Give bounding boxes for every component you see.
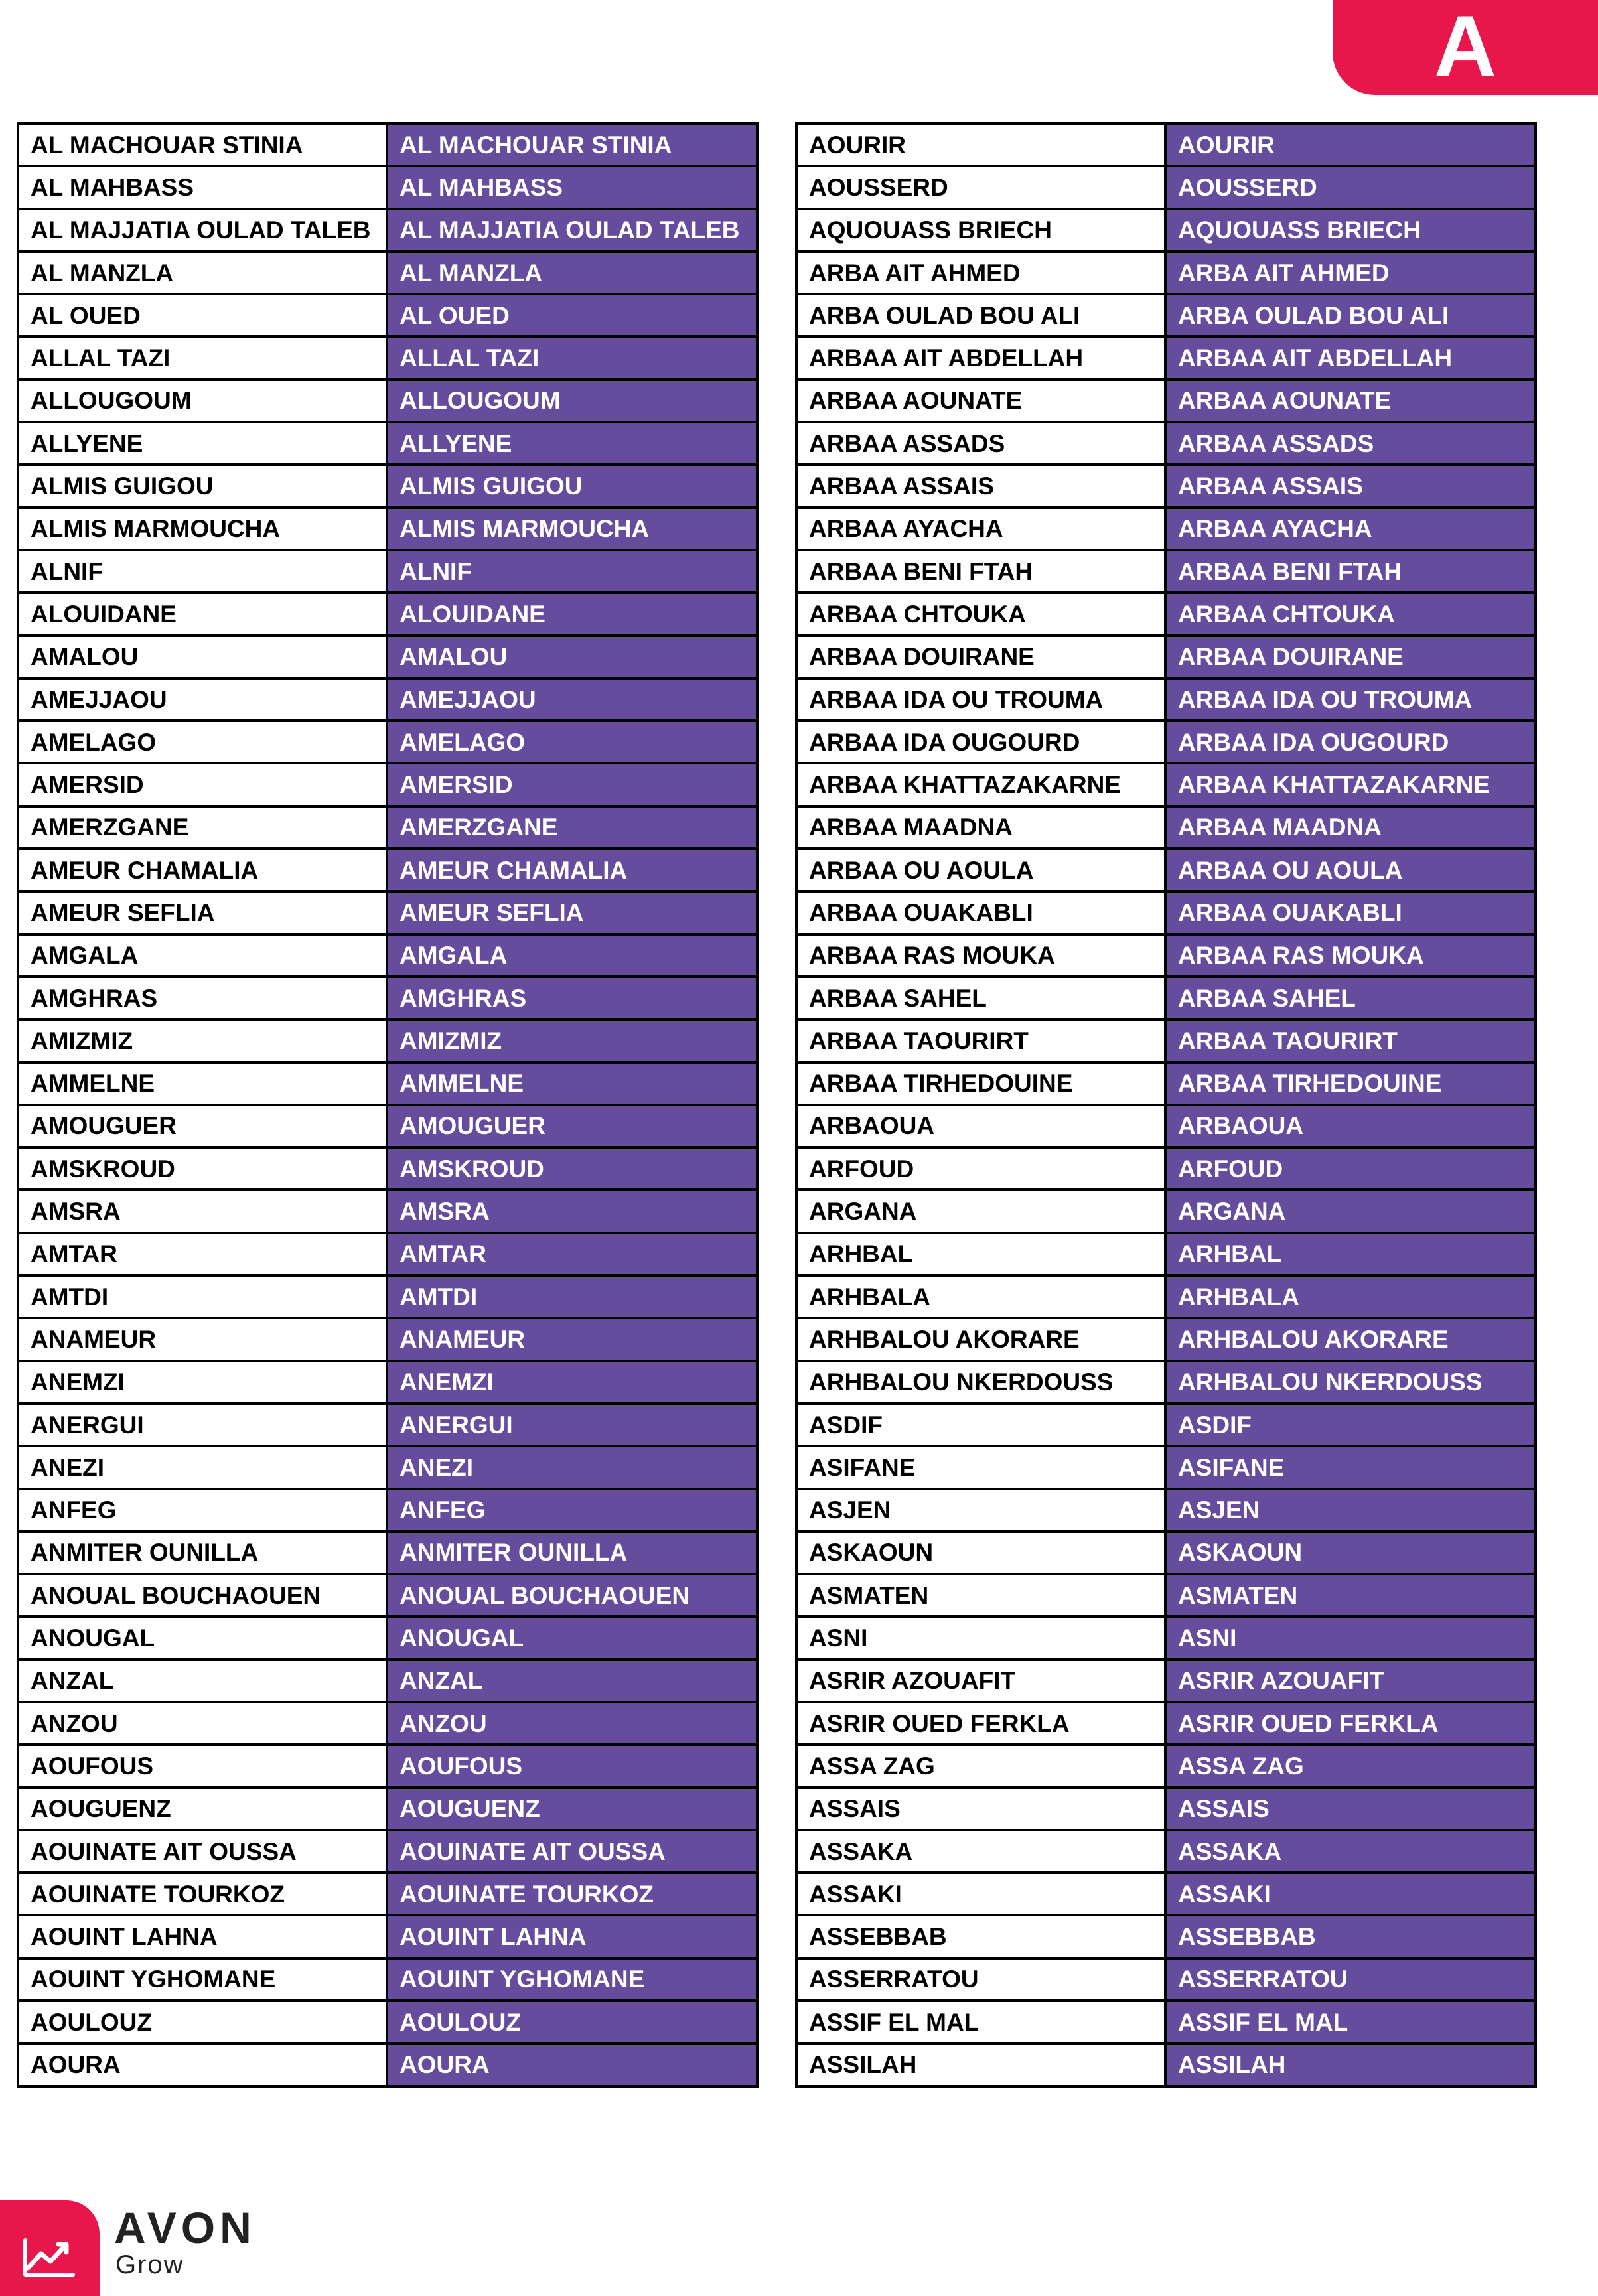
name-cell-highlight: AOUFOUS [387, 1745, 757, 1787]
name-cell-highlight: ASSAKI [1165, 1873, 1536, 1915]
table-row [18, 1958, 757, 2001]
name-cell: AMIZMIZ [18, 1019, 387, 1062]
name-cell-highlight: ANZAL [387, 1660, 757, 1702]
table-row [796, 294, 1536, 336]
name-cell-highlight: ASSERRATOU [1165, 1958, 1536, 2001]
table-row [18, 806, 757, 849]
name-cell-highlight: ASSEBBAB [1165, 1915, 1536, 1958]
name-cell: ARBAA ASSADS [796, 422, 1165, 465]
name-cell: AMGALA [18, 934, 387, 977]
name-cell: ASRIR OUED FERKLA [796, 1702, 1165, 1745]
name-cell: ARBAA AOUNATE [796, 380, 1165, 422]
name-cell-highlight: AOULOUZ [387, 2001, 757, 2043]
name-cell-highlight: AL MANZLA [387, 251, 757, 294]
table-row [796, 1318, 1536, 1360]
table-row [796, 849, 1536, 891]
brand-subtitle: Grow [115, 2250, 184, 2279]
name-cell-highlight: AMMELNE [387, 1062, 757, 1105]
table-row [18, 251, 757, 294]
name-cell: AMTAR [18, 1233, 387, 1275]
table-row [18, 1019, 757, 1062]
name-cell-highlight: ASDIF [1165, 1403, 1536, 1446]
name-cell-highlight: AMELAGO [387, 721, 757, 763]
name-cell-highlight: ASKAOUN [1165, 1532, 1536, 1574]
name-cell-highlight: AOUSSERD [1165, 166, 1536, 208]
table-row [18, 721, 757, 763]
name-cell: ARHBALOU NKERDOUSS [796, 1361, 1165, 1403]
name-cell: ALMIS GUIGOU [18, 465, 387, 507]
name-cell: AOUINT LAHNA [18, 1915, 387, 1958]
name-cell: ARFOUD [796, 1147, 1165, 1190]
name-cell: ASSERRATOU [796, 1958, 1165, 2001]
name-cell: ALLOUGOUM [18, 380, 387, 422]
name-cell: AMMELNE [18, 1062, 387, 1105]
table-row [18, 763, 757, 806]
table-row [18, 891, 757, 934]
name-cell: AOUINATE AIT OUSSA [18, 1830, 387, 1873]
name-cell: ASNI [796, 1616, 1165, 1659]
name-cell: AOUINT YGHOMANE [18, 1958, 387, 2001]
name-cell: AMOUGUER [18, 1105, 387, 1147]
table-row [18, 1147, 757, 1190]
name-cell-highlight: ALLOUGOUM [387, 380, 757, 422]
section-letter-tab [1333, 0, 1598, 95]
table-row [796, 251, 1536, 294]
table-row [18, 1873, 757, 1915]
name-cell: ALMIS MARMOUCHA [18, 508, 387, 550]
table-row [18, 1233, 757, 1275]
name-cell-highlight: ASRIR AZOUAFIT [1165, 1660, 1536, 1702]
name-cell: AMERSID [18, 763, 387, 806]
name-cell-highlight: AMERSID [387, 763, 757, 806]
name-cell-highlight: AOURA [387, 2043, 757, 2086]
table-row [796, 465, 1536, 507]
name-cell-highlight: ARBAA IDA OUGOURD [1165, 721, 1536, 763]
table-row [796, 508, 1536, 550]
name-cell-highlight: AMERZGANE [387, 806, 757, 849]
table-row [796, 977, 1536, 1019]
name-cell-highlight: AMSKROUD [387, 1147, 757, 1190]
table-row [18, 1489, 757, 1532]
table-row [796, 1745, 1536, 1787]
name-cell: ARBAA TIRHEDOUINE [796, 1062, 1165, 1105]
table-row [18, 1660, 757, 1702]
name-cell: AMEJJAOU [18, 678, 387, 721]
name-cell-highlight: ARBA AIT AHMED [1165, 251, 1536, 294]
name-cell-highlight: ARBAA BENI FTAH [1165, 550, 1536, 593]
table-row [18, 294, 757, 336]
name-cell: AMEUR SEFLIA [18, 891, 387, 934]
name-cell-highlight: AOURIR [1165, 123, 1536, 166]
table-row [796, 1702, 1536, 1745]
table-row [18, 1574, 757, 1616]
table-row [796, 763, 1536, 806]
table-row [18, 1275, 757, 1318]
table-row [796, 166, 1536, 208]
name-cell: ANAMEUR [18, 1318, 387, 1360]
table-row [18, 1915, 757, 1958]
name-cell-highlight: AOUGUENZ [387, 1788, 757, 1830]
name-cell-highlight: ANZOU [387, 1702, 757, 1745]
table-row [796, 1830, 1536, 1873]
name-cell-highlight: ARBAA TIRHEDOUINE [1165, 1062, 1536, 1105]
name-cell: AMSRA [18, 1190, 387, 1232]
table-row [796, 1489, 1536, 1532]
name-cell-highlight: ARBAOUA [1165, 1105, 1536, 1147]
name-cell: ASKAOUN [796, 1532, 1165, 1574]
name-cell: ARBAA CHTOUKA [796, 593, 1165, 635]
table-row [796, 806, 1536, 849]
table-row [796, 1190, 1536, 1232]
table-row [796, 209, 1536, 251]
name-cell-highlight: AMSRA [387, 1190, 757, 1232]
table-row [796, 593, 1536, 635]
name-cell: ARBAA AYACHA [796, 508, 1165, 550]
name-cell-highlight: AMALOU [387, 636, 757, 678]
table-row [18, 934, 757, 977]
name-cell-highlight: ARHBALA [1165, 1275, 1536, 1318]
name-cell: ANOUGAL [18, 1616, 387, 1659]
section-letter: A [1434, 0, 1496, 94]
name-cell: AL MAJJATIA OULAD TALEB [18, 209, 387, 251]
table-row [18, 1062, 757, 1105]
name-cell: ASSAKI [796, 1873, 1165, 1915]
table-row [796, 1403, 1536, 1446]
table-row [18, 678, 757, 721]
name-cell-highlight: ARBAA RAS MOUKA [1165, 934, 1536, 977]
name-cell: AL OUED [18, 294, 387, 336]
table-row [796, 636, 1536, 678]
table-row [796, 721, 1536, 763]
name-cell-highlight: ASSA ZAG [1165, 1745, 1536, 1787]
name-cell-highlight: AOUINT YGHOMANE [387, 1958, 757, 2001]
name-cell-highlight: ALLAL TAZI [387, 336, 757, 379]
name-cell-highlight: AMGHRAS [387, 977, 757, 1019]
name-cell: ANZAL [18, 1660, 387, 1702]
name-cell: ASMATEN [796, 1574, 1165, 1616]
name-cell-highlight: AMIZMIZ [387, 1019, 757, 1062]
table-row [18, 422, 757, 465]
table-row [796, 934, 1536, 977]
table-row [796, 678, 1536, 721]
name-cell: AOURIR [796, 123, 1165, 166]
table-row [18, 636, 757, 678]
table-row [18, 508, 757, 550]
table-row [18, 1532, 757, 1574]
table-row [18, 209, 757, 251]
table-row [796, 2043, 1536, 2086]
name-cell: ARBAA SAHEL [796, 977, 1165, 1019]
name-cell-highlight: ASSAKA [1165, 1830, 1536, 1873]
name-cell: ALOUIDANE [18, 593, 387, 635]
name-cell-highlight: ARGANA [1165, 1190, 1536, 1232]
name-cell-highlight: ARBAA OUAKABLI [1165, 891, 1536, 934]
table-row [796, 1532, 1536, 1574]
name-cell: ALNIF [18, 550, 387, 593]
name-cell: ASSA ZAG [796, 1745, 1165, 1787]
name-cell: AMTDI [18, 1275, 387, 1318]
table-row [18, 593, 757, 635]
name-cell-highlight: ASMATEN [1165, 1574, 1536, 1616]
name-cell-highlight: ANAMEUR [387, 1318, 757, 1360]
table-row [796, 1275, 1536, 1318]
name-cell-highlight: ANOUAL BOUCHAOUEN [387, 1574, 757, 1616]
name-cell: ANOUAL BOUCHAOUEN [18, 1574, 387, 1616]
table-row [18, 123, 757, 166]
table-row [18, 1446, 757, 1488]
name-cell: ANEZI [18, 1446, 387, 1488]
table-row [796, 891, 1536, 934]
name-cell-highlight: ARBAA OU AOULA [1165, 849, 1536, 891]
table-row [796, 1361, 1536, 1403]
name-cell-highlight: AOUINATE TOURKOZ [387, 1873, 757, 1915]
name-cell: AOUFOUS [18, 1745, 387, 1787]
table-row [18, 1616, 757, 1659]
name-cell-highlight: AOUINT LAHNA [387, 1915, 757, 1958]
table-row [796, 380, 1536, 422]
table-row [796, 2001, 1536, 2043]
names-table-right [795, 122, 1537, 2088]
name-cell: ANZOU [18, 1702, 387, 1745]
table-row [796, 550, 1536, 593]
name-cell-highlight: AL MAHBASS [387, 166, 757, 208]
name-cell: ARHBALOU AKORARE [796, 1318, 1165, 1360]
name-cell-highlight: ASNI [1165, 1616, 1536, 1659]
name-cell: ARBAA ASSAIS [796, 465, 1165, 507]
table-row [18, 1403, 757, 1446]
name-cell-highlight: ANFEG [387, 1489, 757, 1532]
name-cell: ASSAKA [796, 1830, 1165, 1873]
name-cell: ASSILAH [796, 2043, 1165, 2086]
name-cell-highlight: ARBAA IDA OU TROUMA [1165, 678, 1536, 721]
name-cell-highlight: ANOUGAL [387, 1616, 757, 1659]
name-cell-highlight: ASSILAH [1165, 2043, 1536, 2086]
table-row [796, 1446, 1536, 1488]
name-cell-highlight: AMEJJAOU [387, 678, 757, 721]
name-cell: ARBAA DOUIRANE [796, 636, 1165, 678]
table-row [18, 1105, 757, 1147]
name-cell: ASSEBBAB [796, 1915, 1165, 1958]
name-cell-highlight: AMEUR SEFLIA [387, 891, 757, 934]
name-cell-highlight: ANERGUI [387, 1403, 757, 1446]
name-cell: AQUOUASS BRIECH [796, 209, 1165, 251]
name-cell-highlight: ARBAA AOUNATE [1165, 380, 1536, 422]
table-row [18, 1830, 757, 1873]
name-cell: AMSKROUD [18, 1147, 387, 1190]
name-cell: ARHBAL [796, 1233, 1165, 1275]
name-cell: AOUSSERD [796, 166, 1165, 208]
name-cell: ARBAA MAADNA [796, 806, 1165, 849]
name-cell: AL MAHBASS [18, 166, 387, 208]
table-row [18, 2043, 757, 2086]
name-cell: AMALOU [18, 636, 387, 678]
name-cell-highlight: AL MAJJATIA OULAD TALEB [387, 209, 757, 251]
name-cell-highlight: AQUOUASS BRIECH [1165, 209, 1536, 251]
table-row [18, 465, 757, 507]
table-row [796, 1958, 1536, 2001]
table-row [18, 336, 757, 379]
table-row [796, 1873, 1536, 1915]
table-row [796, 1233, 1536, 1275]
name-cell-highlight: ARBAA AIT ABDELLAH [1165, 336, 1536, 379]
name-cell-highlight: AMEUR CHAMALIA [387, 849, 757, 891]
name-cell-highlight: ARFOUD [1165, 1147, 1536, 1190]
table-row [796, 1660, 1536, 1702]
name-cell-highlight: ARBAA ASSADS [1165, 422, 1536, 465]
name-cell-highlight: ARBAA MAADNA [1165, 806, 1536, 849]
table-row [18, 1788, 757, 1830]
name-cell: ARBA AIT AHMED [796, 251, 1165, 294]
table-row [796, 1915, 1536, 1958]
name-cell: AMEUR CHAMALIA [18, 849, 387, 891]
table-row [18, 1702, 757, 1745]
name-cell-highlight: ASRIR OUED FERKLA [1165, 1702, 1536, 1745]
name-cell-highlight: ARHBALOU AKORARE [1165, 1318, 1536, 1360]
name-cell: AMELAGO [18, 721, 387, 763]
name-cell: AOUGUENZ [18, 1788, 387, 1830]
name-cell-highlight: ASSAIS [1165, 1788, 1536, 1830]
name-cell: AOURA [18, 2043, 387, 2086]
name-cell-highlight: AL OUED [387, 294, 757, 336]
name-cell-highlight: ALLYENE [387, 422, 757, 465]
name-cell-highlight: ARBAA CHTOUKA [1165, 593, 1536, 635]
name-cell-highlight: ARBA OULAD BOU ALI [1165, 294, 1536, 336]
name-cell-highlight: ALOUIDANE [387, 593, 757, 635]
table-row [18, 849, 757, 891]
table-row [796, 1105, 1536, 1147]
name-cell-highlight: ALMIS MARMOUCHA [387, 508, 757, 550]
table-row [18, 977, 757, 1019]
name-cell-highlight: ARBAA TAOURIRT [1165, 1019, 1536, 1062]
name-cell: ALLYENE [18, 422, 387, 465]
name-cell-highlight: AMTAR [387, 1233, 757, 1275]
name-cell-highlight: AMOUGUER [387, 1105, 757, 1147]
name-cell-highlight: ARHBALOU NKERDOUSS [1165, 1361, 1536, 1403]
name-cell-highlight: ANMITER OUNILLA [387, 1532, 757, 1574]
table-row [18, 1361, 757, 1403]
name-cell: ARBAA IDA OU TROUMA [796, 678, 1165, 721]
name-cell: ANMITER OUNILLA [18, 1532, 387, 1574]
table-row [796, 1616, 1536, 1659]
table-row [796, 1147, 1536, 1190]
name-cell: AOULOUZ [18, 2001, 387, 2043]
name-cell-highlight: ARBAA KHATTAZAKARNE [1165, 763, 1536, 806]
name-cell-highlight: ARBAA AYACHA [1165, 508, 1536, 550]
name-cell-highlight: ASSIF EL MAL [1165, 2001, 1536, 2043]
name-cell: ANFEG [18, 1489, 387, 1532]
name-cell-highlight: ANEMZI [387, 1361, 757, 1403]
name-cell-highlight: ARBAA ASSAIS [1165, 465, 1536, 507]
name-cell: ASSIF EL MAL [796, 2001, 1165, 2043]
table-row [18, 1745, 757, 1787]
name-cell: ARHBALA [796, 1275, 1165, 1318]
name-cell: ARBAOUA [796, 1105, 1165, 1147]
name-cell: ANEMZI [18, 1361, 387, 1403]
name-cell: ASRIR AZOUAFIT [796, 1660, 1165, 1702]
name-cell: ARBA OULAD BOU ALI [796, 294, 1165, 336]
name-cell: ASIFANE [796, 1446, 1165, 1488]
name-cell-highlight: AOUINATE AIT OUSSA [387, 1830, 757, 1873]
name-cell: ARBAA OU AOULA [796, 849, 1165, 891]
name-cell: ARBAA AIT ABDELLAH [796, 336, 1165, 379]
name-cell-highlight: AMGALA [387, 934, 757, 977]
name-cell: ARBAA OUAKABLI [796, 891, 1165, 934]
name-cell-highlight: AMTDI [387, 1275, 757, 1318]
name-cell: ALLAL TAZI [18, 336, 387, 379]
name-cell: AMERZGANE [18, 806, 387, 849]
table-row [18, 1318, 757, 1360]
table-row [796, 1574, 1536, 1616]
name-cell: AL MANZLA [18, 251, 387, 294]
name-cell: ASJEN [796, 1489, 1165, 1532]
name-cell: ARBAA TAOURIRT [796, 1019, 1165, 1062]
names-table-left [17, 122, 759, 2088]
name-cell: ASSAIS [796, 1788, 1165, 1830]
brand-name: AVON [114, 2203, 256, 2252]
name-cell: ASDIF [796, 1403, 1165, 1446]
name-cell-highlight: ASIFANE [1165, 1446, 1536, 1488]
table-row [18, 166, 757, 208]
name-cell: ARBAA KHATTAZAKARNE [796, 763, 1165, 806]
table-row [18, 550, 757, 593]
name-cell: AOUINATE TOURKOZ [18, 1873, 387, 1915]
name-cell-highlight: ALMIS GUIGOU [387, 465, 757, 507]
name-cell: AMGHRAS [18, 977, 387, 1019]
name-cell-highlight: ARBAA DOUIRANE [1165, 636, 1536, 678]
name-cell: ARBAA IDA OUGOURD [796, 721, 1165, 763]
table-row [18, 1190, 757, 1232]
name-cell: ARGANA [796, 1190, 1165, 1232]
name-cell-highlight: ARBAA SAHEL [1165, 977, 1536, 1019]
name-cell: ARBAA BENI FTAH [796, 550, 1165, 593]
name-cell-highlight: ALNIF [387, 550, 757, 593]
table-row [796, 1019, 1536, 1062]
table-row [18, 2001, 757, 2043]
name-cell: ARBAA RAS MOUKA [796, 934, 1165, 977]
table-row [796, 123, 1536, 166]
growth-chart-icon [0, 2200, 100, 2296]
table-row [796, 1062, 1536, 1105]
table-row [796, 1788, 1536, 1830]
name-cell: AL MACHOUAR STINIA [18, 123, 387, 166]
name-cell-highlight: ASJEN [1165, 1489, 1536, 1532]
name-cell-highlight: ARHBAL [1165, 1233, 1536, 1275]
name-cell-highlight: ANEZI [387, 1446, 757, 1488]
table-row [796, 422, 1536, 465]
name-cell: ANERGUI [18, 1403, 387, 1446]
name-cell-highlight: AL MACHOUAR STINIA [387, 123, 757, 166]
table-row [18, 380, 757, 422]
table-row [796, 336, 1536, 379]
